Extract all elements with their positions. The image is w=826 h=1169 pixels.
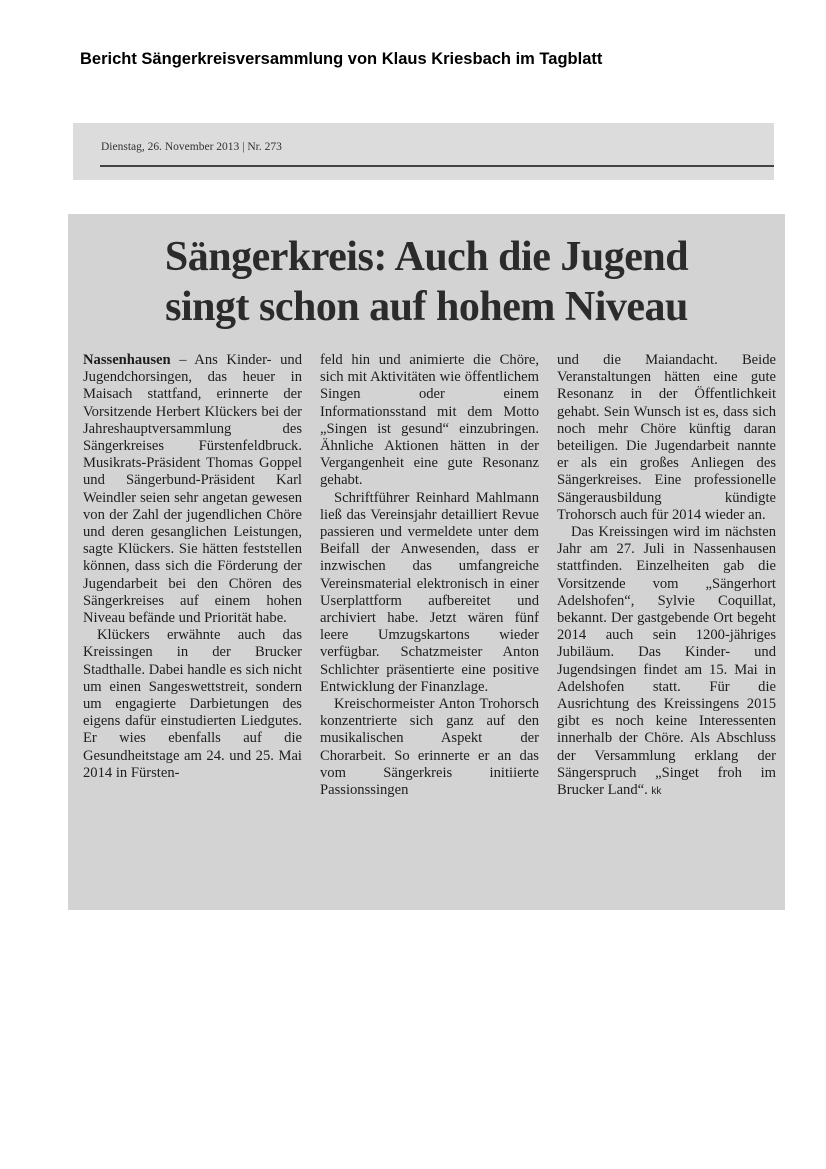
paragraph-text: Das Kreissingen wird im nächsten Jahr am 27. Juli in Nassenhausen stattfinden. Einzelheiten gab die Vorsitzende vom „Sängerhort Adelshofen“, Sylvie Coquillat, bekannt. Der gastgebende Ort begeht 2014 auch sein 1200-jähriges Jubiläum. Das Kinder- und Jugendsingen findet am 15. Mai in Adelshofen statt. Für die Ausrichtung des Kreissingens 2015 gibt es noch keine Interessenten innerhalb der Chöre. Als Abschluss der Versammlung erklang der Sängerspruch „Singet froh im Brucker Land“. xyxy=(557,524,776,799)
paragraph xyxy=(557,524,776,800)
paragraph-text: – Ans Kinder- und Jugendchorsingen, das heuer in Maisach stattfand, erinnerte der Vorsitzende Herbert Klückers bei der Jahreshauptversammlung des Sängerkreises Fürstenfeldbruck. Musikrats-Präsident Thomas Goppel und Sängerbund-Präsident Karl Weindler seien sehr angetan gewesen von der Zahl der jugendlichen Chöre und deren gesanglichen Leistungen, sagte Klückers. Sie hätten feststellen können, dass sich die Förderung der Jugendarbeit bei den Chören des Sängerkreises auf einem hohen Niveau befände und Priorität habe. xyxy=(83,352,302,627)
paragraph: Kreischormeister Anton Trohorsch konzentrierte sich ganz auf den musikalischen Aspekt der Chorarbeit. So erinnerte er an das vom Sängerkreis initiierte Passionssingen xyxy=(320,696,539,799)
newspaper-clipping xyxy=(68,214,785,910)
article-headline xyxy=(68,232,785,332)
article-column-2 xyxy=(320,352,539,799)
headline-line-2: singt schon auf hohem Niveau xyxy=(165,284,688,330)
paragraph: feld hin und animierte die Chöre, sich mit Aktivitäten wie öffentlichem Singen oder einem Informationsstand mit dem Motto „Singen ist gesund“ einzubringen. Ähnliche Aktionen hätten in der Vergangenheit eine gute Resonanz gehabt. xyxy=(320,352,539,489)
paragraph: Schriftführer Reinhard Mahlmann ließ das Vereinsjahr detailliert Revue passieren und vermeldete unter dem Beifall der Anwesenden, dass er inzwischen das umfangreiche Vereinsmaterial elektronisch in einer Userplattform aufbereitet und archiviert habe. Jetzt wären fünf leere Umzugskartons wieder verfügbar. Schatzmeister Anton Schlichter präsentierte eine positive Entwicklung der Finanzlage. xyxy=(320,489,539,695)
newspaper-header-strip xyxy=(73,123,774,180)
dateline: Nassenhausen xyxy=(83,352,171,368)
author-signature: kk xyxy=(651,786,662,798)
article-column-3 xyxy=(557,352,776,800)
paragraph: und die Maiandacht. Beide Veranstaltungen hätten eine gute Resonanz in der Öffentlichkeit gehabt. Sein Wunsch ist es, dass sich noch mehr Chöre künftig daran beteiligen. Die Jugendarbeit nannte er als ein großes Anliegen des Sängerkreises. Eine professionelle Sängerausbildung kündigte Trohorsch auch für 2014 wieder an. xyxy=(557,352,776,523)
header-rule xyxy=(100,165,774,167)
article-column-1 xyxy=(83,352,302,782)
paragraph: Klückers erwähnte auch das Kreissingen in der Brucker Stadthalle. Dabei handle es sich nicht um einen Sangeswettstreit, sondern um engagierte Darbietungen des eigens dafür einstudierten Liedgutes. Er wies ebenfalls auf die Gesundheitstage am 24. und 25. Mai 2014 in Fürsten- xyxy=(83,627,302,781)
headline-line-1: Sängerkreis: Auch die Jugend xyxy=(164,234,689,280)
page-title: Bericht Sängerkreisversammlung von Klaus Kriesbach im Tagblatt xyxy=(80,50,603,68)
issue-date-line: Dienstag, 26. November 2013 | Nr. 273 xyxy=(101,141,282,153)
paragraph xyxy=(83,352,302,627)
